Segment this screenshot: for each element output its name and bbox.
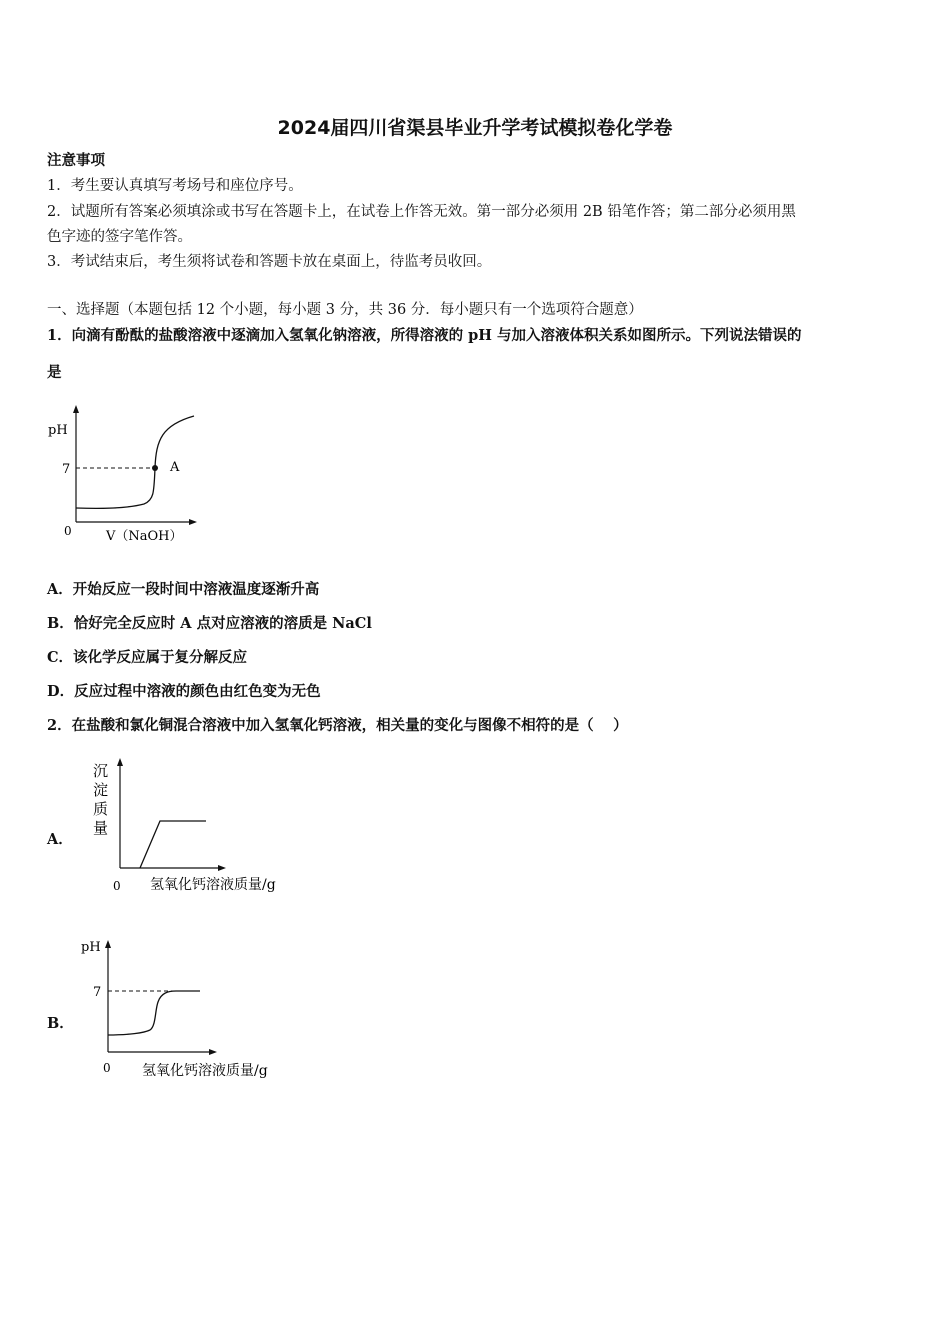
q1-ylabel: pH — [48, 423, 68, 438]
q2b-xlabel: 氢氧化钙溶液质量/g — [142, 1063, 268, 1079]
q1-y-arrow — [73, 405, 79, 413]
q2a-line — [140, 821, 206, 868]
q2a-ylabel-char-4: 量 — [93, 819, 109, 837]
q2a-ylabel-char-3: 质 — [93, 800, 109, 818]
q1-tick-7: 7 — [62, 462, 71, 477]
q1-option-a: A．开始反应一段时间中溶液温度逐渐升高 — [47, 581, 320, 598]
page-title: 2024届四川省渠县毕业升学考试模拟卷化学卷 — [277, 117, 673, 139]
q1-ph-graph — [44, 400, 214, 550]
q2b-ylabel: pH — [81, 940, 101, 955]
q2b-tick-7: 7 — [93, 985, 102, 1000]
q2a-x-arrow — [218, 865, 226, 871]
q1-xlabel: V（NaOH） — [106, 529, 183, 544]
notice-item-3: 3．考试结束后，考生须将试卷和答题卡放在桌面上，待监考员收回。 — [47, 254, 492, 270]
q2-stem: 2．在盐酸和氯化铜混合溶液中加入氢氧化钙溶液，相关量的变化与图像不相符的是（ ） — [47, 717, 628, 734]
notice-heading: 注意事项 — [47, 152, 105, 169]
notice-item-1: 1．考生要认真填写考场号和座位序号。 — [47, 178, 303, 194]
q1-origin: 0 — [64, 524, 72, 538]
q2b-x-arrow — [209, 1049, 217, 1055]
q1-stem-cont: 是 — [47, 364, 62, 381]
q2-option-b-graph — [76, 932, 316, 1082]
q2-option-b-label: B． — [47, 1015, 74, 1032]
q1-point-a — [152, 465, 158, 471]
q2a-origin: 0 — [113, 879, 121, 893]
q2b-curve — [108, 991, 200, 1035]
q1-point-label: A — [170, 460, 180, 475]
q1-option-d: D．反应过程中溶液的颜色由红色变为无色 — [47, 683, 321, 700]
notice-item-2-cont: 色字迹的签字笔作答。 — [47, 229, 192, 245]
q1-stem: 1．向滴有酚酞的盐酸溶液中逐滴加入氢氧化钠溶液，所得溶液的 pH 与加入溶液体积关系如图所示。下列说法错误的 — [47, 327, 802, 344]
q2a-xlabel: 氢氧化钙溶液质量/g — [150, 877, 276, 893]
q2b-y-arrow — [105, 940, 111, 948]
q2a-ylabel-char-1: 沉 — [93, 762, 109, 780]
q2b-origin: 0 — [103, 1061, 111, 1075]
q1-option-c: C．该化学反应属于复分解反应 — [47, 649, 248, 666]
q2a-ylabel-char-2: 淀 — [93, 781, 109, 799]
q1-x-arrow — [189, 519, 197, 525]
section-heading: 一、选择题（本题包括 12 个小题，每小题 3 分，共 36 分．每小题只有一个选项符合题意） — [47, 302, 643, 318]
q1-option-b: B．恰好完全反应时 A 点对应溶液的溶质是 NaCl — [47, 615, 372, 632]
q2a-y-arrow — [117, 758, 123, 766]
notice-item-2: 2．试题所有答案必须填涂或书写在答题卡上，在试卷上作答无效。第一部分必须用 2B 铅笔作答；第二部分必须用黑 — [47, 204, 796, 220]
q2-option-a-graph — [84, 752, 324, 897]
q2-option-a-label: A． — [47, 831, 73, 848]
